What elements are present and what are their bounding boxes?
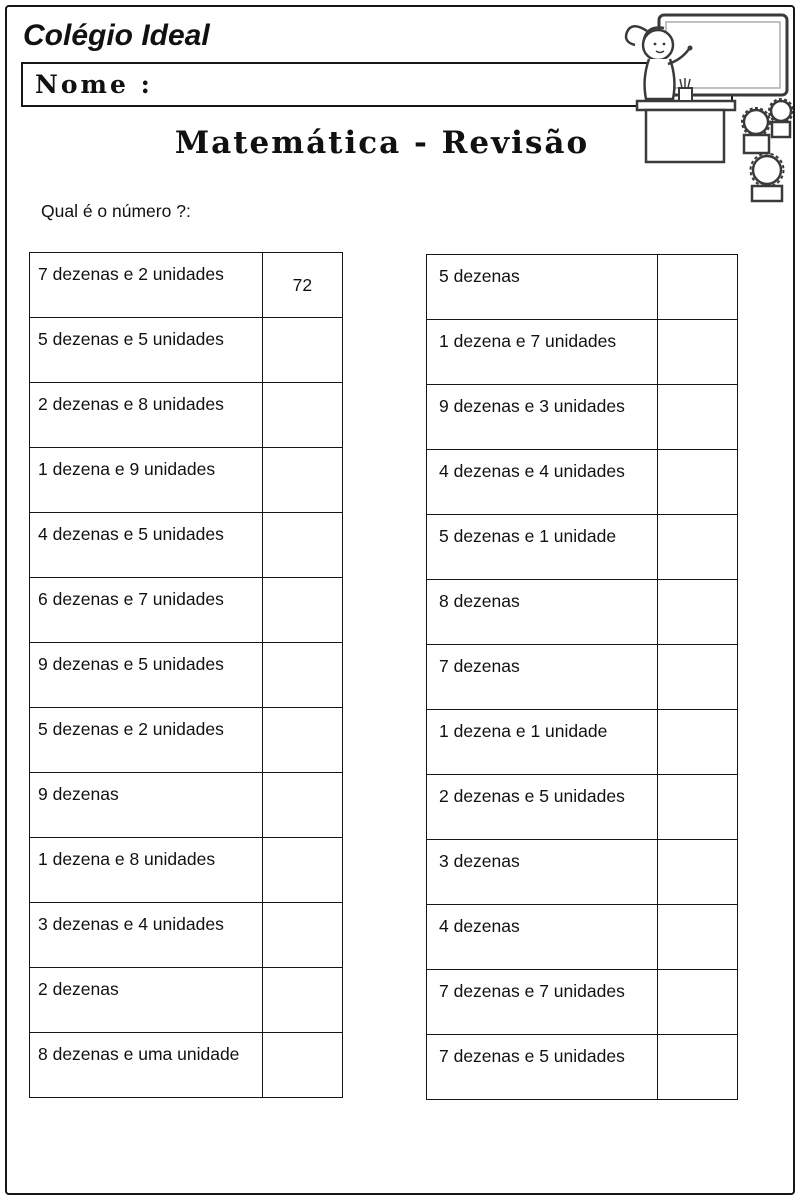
question-label: 9 dezenas e 5 unidades — [30, 643, 263, 708]
answer-cell[interactable] — [262, 838, 342, 903]
table-row — [30, 253, 343, 318]
question-label: 5 dezenas e 1 unidade — [427, 515, 658, 580]
answer-cell[interactable] — [657, 775, 737, 840]
school-name: Colégio Ideal — [23, 19, 210, 52]
answer-cell[interactable] — [262, 968, 342, 1033]
table-row — [427, 450, 738, 515]
question-prompt: Qual é o número ?: — [41, 201, 191, 221]
question-label: 4 dezenas e 4 unidades — [427, 450, 658, 515]
question-label: 2 dezenas e 8 unidades — [30, 383, 263, 448]
answer-cell[interactable] — [657, 840, 737, 905]
question-label: 9 dezenas e 3 unidades — [427, 385, 658, 450]
question-label: 1 dezena e 1 unidade — [427, 710, 658, 775]
answer-cell[interactable] — [657, 905, 737, 970]
table-row — [30, 578, 343, 643]
answer-cell[interactable] — [262, 903, 342, 968]
table-row — [30, 318, 343, 383]
answer-cell[interactable]: 72 — [262, 253, 342, 318]
table-row — [30, 383, 343, 448]
question-label: 2 dezenas e 5 unidades — [427, 775, 658, 840]
table-row — [427, 775, 738, 840]
answer-cell[interactable] — [262, 383, 342, 448]
answer-cell[interactable] — [657, 450, 737, 515]
teacher-classroom-illustration-icon — [617, 9, 793, 205]
answer-cell[interactable] — [657, 255, 737, 320]
answer-cell[interactable] — [657, 385, 737, 450]
table-row — [30, 773, 343, 838]
question-label: 8 dezenas — [427, 580, 658, 645]
question-label: 4 dezenas e 5 unidades — [30, 513, 263, 578]
answer-cell[interactable] — [262, 708, 342, 773]
table-row — [30, 708, 343, 773]
question-label: 1 dezena e 8 unidades — [30, 838, 263, 903]
question-label: 1 dezena e 9 unidades — [30, 448, 263, 513]
table-row — [30, 643, 343, 708]
table-row — [427, 385, 738, 450]
table-row — [427, 515, 738, 580]
table-row — [30, 448, 343, 513]
answer-cell[interactable] — [657, 710, 737, 775]
name-label: Nome : — [35, 70, 153, 99]
right-answer-table — [426, 254, 738, 1100]
question-label: 9 dezenas — [30, 773, 263, 838]
table-row — [30, 838, 343, 903]
table-row — [427, 255, 738, 320]
left-answer-table — [29, 252, 343, 1098]
answer-cell[interactable] — [657, 1035, 737, 1100]
question-label: 5 dezenas — [427, 255, 658, 320]
question-label: 7 dezenas e 7 unidades — [427, 970, 658, 1035]
question-label: 3 dezenas e 4 unidades — [30, 903, 263, 968]
question-label: 7 dezenas e 2 unidades — [30, 253, 263, 318]
answer-cell[interactable] — [262, 773, 342, 838]
table-row — [427, 580, 738, 645]
answer-cell[interactable] — [657, 515, 737, 580]
table-row — [427, 1035, 738, 1100]
answer-cell[interactable] — [657, 970, 737, 1035]
table-row — [427, 905, 738, 970]
answer-cell[interactable] — [262, 643, 342, 708]
answer-cell[interactable] — [657, 320, 737, 385]
question-label: 8 dezenas e uma unidade — [30, 1033, 263, 1098]
question-label: 2 dezenas — [30, 968, 263, 1033]
table-row — [427, 970, 738, 1035]
table-row — [30, 903, 343, 968]
question-label: 6 dezenas e 7 unidades — [30, 578, 263, 643]
question-label: 4 dezenas — [427, 905, 658, 970]
answer-cell[interactable] — [657, 645, 737, 710]
question-label: 7 dezenas — [427, 645, 658, 710]
table-row — [427, 710, 738, 775]
answer-cell[interactable] — [262, 448, 342, 513]
question-label: 7 dezenas e 5 unidades — [427, 1035, 658, 1100]
table-row — [30, 1033, 343, 1098]
answer-cell[interactable] — [657, 580, 737, 645]
table-row — [427, 840, 738, 905]
question-label: 5 dezenas e 2 unidades — [30, 708, 263, 773]
answer-cell[interactable] — [262, 1033, 342, 1098]
question-label: 5 dezenas e 5 unidades — [30, 318, 263, 383]
answer-cell[interactable] — [262, 578, 342, 643]
answer-cell[interactable] — [262, 513, 342, 578]
table-row — [30, 968, 343, 1033]
worksheet-title: Matemática - Revisão — [174, 125, 590, 161]
answer-cell[interactable] — [262, 318, 342, 383]
table-row — [427, 320, 738, 385]
question-label: 3 dezenas — [427, 840, 658, 905]
question-label: 1 dezena e 7 unidades — [427, 320, 658, 385]
worksheet-page — [5, 5, 795, 1195]
table-row — [427, 645, 738, 710]
table-row — [30, 513, 343, 578]
